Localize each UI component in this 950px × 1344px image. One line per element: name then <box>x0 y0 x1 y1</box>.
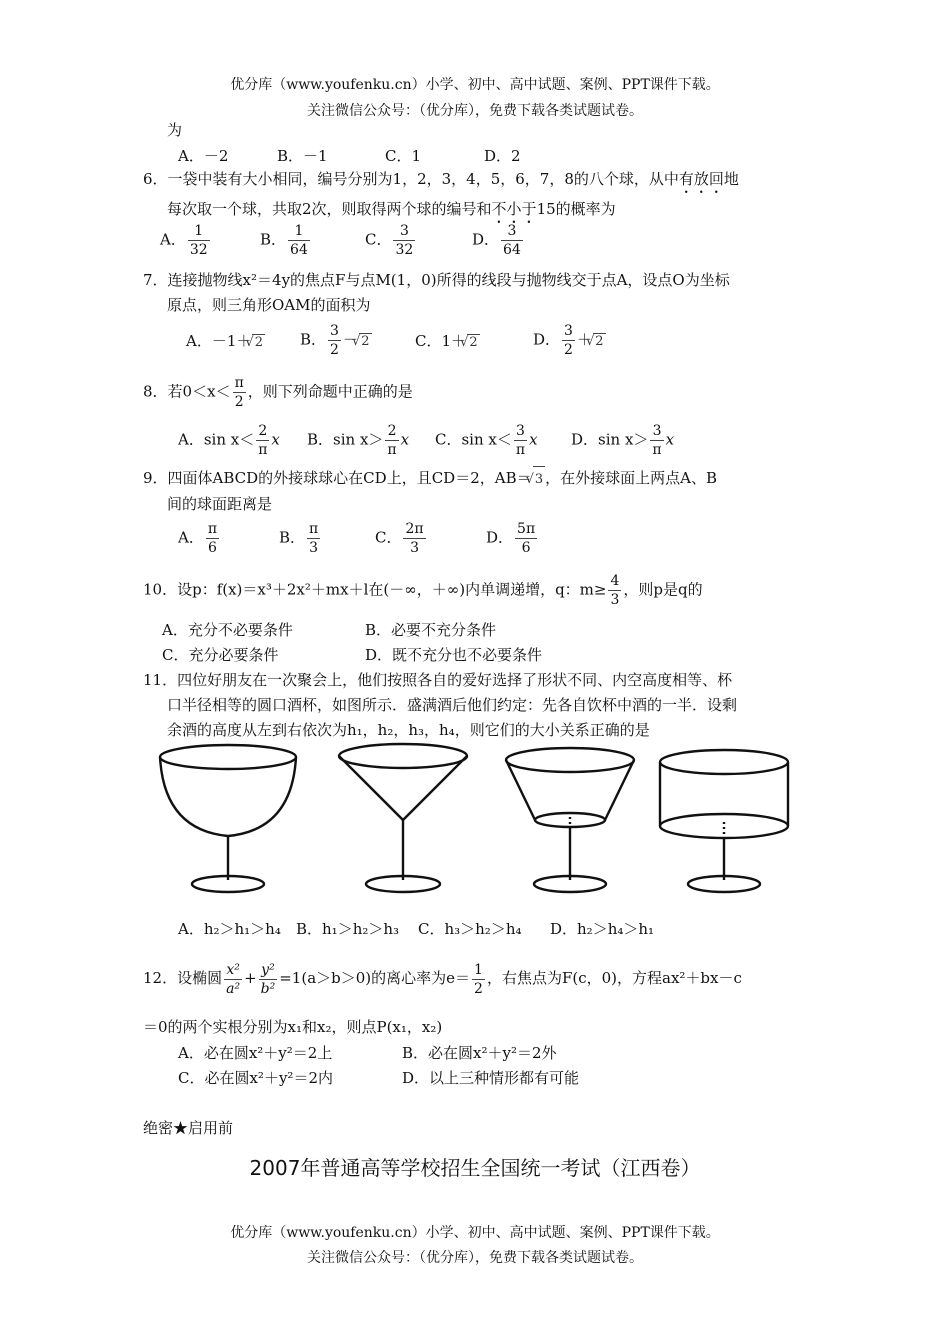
q7-number: 7． <box>143 271 168 289</box>
q8-pi: π <box>234 375 244 391</box>
secret-label: 绝密★启用前 <box>143 1119 234 1137</box>
q6-line2-a: 每次取一个球，共取2次，则取得两个球的编号和 <box>167 200 492 218</box>
q11-option-a: A．h₂＞h₁＞h₄ <box>178 920 281 938</box>
q12-eq-plus: + <box>244 969 257 987</box>
q9-line-1-a: 四面体ABCD的外接球球心在CD上，且CD＝2，AB＝ <box>167 469 532 487</box>
q11-line-3: 余酒的高度从左到右依次为h₁，h₂，h₃，h₄，则它们的大小关系正确的是 <box>167 721 650 739</box>
glass-hemisphere <box>160 745 296 892</box>
q7-option-b: B． $\frac{3}{2}$ －√ 2 <box>300 322 372 359</box>
q12-option-b: B．必在圆x²＋y²＝2外 <box>402 1044 557 1062</box>
q12-e-num: 1 <box>474 961 483 978</box>
q12-option-a: A．必在圆x²＋y²＝2上 <box>178 1044 333 1062</box>
q10-option-c: C．充分必要条件 <box>162 646 279 664</box>
question-6 <box>143 167 823 227</box>
glass-cylinder <box>660 750 788 892</box>
q5-option-b: B．－1 <box>277 147 328 165</box>
q11-number: 11． <box>143 671 178 689</box>
q8-option-a: A．sin x＜ $\frac{2}{\pi}$ x <box>178 423 280 458</box>
q10-number: 10． <box>143 580 178 599</box>
q6-text-b: 地 <box>723 170 739 188</box>
footer-line-1: 优分库（www.youfenku.cn）小学、初中、高中试题、案例、PPT课件下载。 <box>230 1225 720 1241</box>
q6-emphasis-a: 有放回 <box>678 170 724 188</box>
q12-option-d: D．以上三种情形都有可能 <box>402 1069 580 1087</box>
question-11 <box>143 668 813 743</box>
question-12 <box>143 958 843 998</box>
q9-line-1-b: ，在外接球面上两点A、B <box>545 469 718 487</box>
q9-option-d: D． $\frac{5\pi}{6}$ <box>486 521 536 556</box>
q7-line-1: 连接抛物线x²＝4y的焦点F与点M(1，0)所得的线段与抛物线交于点A，设点O为坐标 <box>167 271 730 289</box>
q12-e-den: 2 <box>474 980 483 997</box>
q9-root: √ 3 <box>533 466 546 492</box>
q12-eq-a: a² <box>226 980 241 997</box>
wine-glasses-figure <box>150 740 800 900</box>
q8-two: 2 <box>234 394 244 410</box>
footer-line-2: 关注微信公众号：（优分库），免费下载各类试题试卷。 <box>307 1250 643 1266</box>
q8-option-b: B．sin x＞ $\frac{2}{\pi}$ x <box>307 423 410 458</box>
q11-option-d: D．h₂＞h₄＞h₁ <box>550 920 655 938</box>
q5-continuation: 为 <box>167 121 183 139</box>
q6-emphasis-b: 不小于 <box>491 200 537 218</box>
q10-frac-num: 4 <box>610 573 620 589</box>
q8-option-d: D．sin x＞ $\frac{3}{\pi}$ x <box>571 423 675 458</box>
q10-text-b: ，则p是q的 <box>623 580 703 599</box>
q9-option-a: A． $\frac{\pi}{6}$ <box>178 521 218 556</box>
q11-option-b: B．h₁＞h₂＞h₃ <box>296 920 400 938</box>
q7-option-d: D． $\frac{3}{2}$ ＋√ 2 <box>533 322 606 359</box>
q10-frac-den: 3 <box>610 592 620 608</box>
q11-line-2: 口半径相等的圆口酒杯，如图所示．盛满酒后他们约定：先各自饮杯中酒的一半．设剩 <box>167 696 738 714</box>
q7-option-c: C．1＋√ 2 <box>415 330 480 351</box>
q5-option-c: C．1 <box>385 147 422 165</box>
q12-option-c: C．必在圆x²＋y²＝2内 <box>178 1069 333 1087</box>
q9-number: 9． <box>143 469 168 487</box>
exam-title: 2007年普通高等学校招生全国统一考试（江西卷） <box>249 1156 701 1180</box>
q12-text-c: ，右焦点为F(c，0)，方程ax²＋bx－c <box>486 969 742 987</box>
glass-cone <box>339 744 467 892</box>
q12-eq-b: b² <box>260 980 276 997</box>
question-10 <box>143 572 843 609</box>
q12-eq-x: x² <box>224 961 242 980</box>
q6-option-d: D． $\frac{3}{64}$ <box>472 223 521 258</box>
q9-option-c: C． $\frac{2\pi}{3}$ <box>375 521 424 556</box>
q10-text-a: 设p：f(x)＝x³＋2x²＋mx＋l在(－∞，＋∞)内单调递增，q：m≥ <box>177 580 607 599</box>
q11-option-c: C．h₃＞h₂＞h₄ <box>418 920 522 938</box>
q7-line-2: 原点，则三角形OAM的面积为 <box>167 296 371 314</box>
q8-text-b: ，则下列命题中正确的是 <box>247 382 413 401</box>
q9-line-2: 间的球面距离是 <box>167 495 273 513</box>
q6-line2-b: 15的概率为 <box>536 200 616 218</box>
q12-number: 12． <box>143 969 178 987</box>
q5-option-d: D．2 <box>484 147 521 165</box>
q9-option-b: B． $\frac{\pi}{3}$ <box>279 521 319 556</box>
q12-text-b: 的离心率为e＝ <box>371 969 471 987</box>
q10-option-d: D．既不充分也不必要条件 <box>365 646 543 664</box>
q7-option-a: A．－1＋√ 2 <box>186 330 265 351</box>
header-line-2: 关注微信公众号：（优分库），免费下载各类试题试卷。 <box>307 103 643 119</box>
q12-eq-rest: =1(a＞b＞0) <box>279 969 372 987</box>
q12-eq-y: y² <box>259 961 278 980</box>
q12-text-a: 设椭圆 <box>177 969 223 987</box>
q6-number: 6． <box>143 170 168 188</box>
q8-number: 8． <box>143 382 168 401</box>
q6-option-a: A． $\frac{1}{32}$ <box>160 223 208 258</box>
q11-line-1: 四位好朋友在一次聚会上，他们按照各自的爱好选择了形状不同、内空高度相等、杯 <box>177 671 733 689</box>
glass-truncated-cone <box>506 748 634 892</box>
q10-option-a: A．充分不必要条件 <box>162 621 293 639</box>
header-line-1: 优分库（www.youfenku.cn）小学、初中、高中试题、案例、PPT课件下载。 <box>230 77 720 93</box>
q8-option-c: C．sin x＜ $\frac{3}{\pi}$ x <box>435 423 538 458</box>
q12-line-2: ＝0的两个实根分别为x₁和x₂，则点P(x₁，x₂) <box>143 1018 443 1036</box>
question-7 <box>143 268 823 318</box>
q6-text-a: 一袋中装有大小相同，编号分别为1，2，3，4，5，6，7，8的八个球，从中 <box>167 170 679 188</box>
q8-text-a: 若0＜x＜ <box>167 382 231 401</box>
q6-option-b: B． $\frac{1}{64}$ <box>260 223 308 258</box>
q10-option-b: B．必要不充分条件 <box>365 621 497 639</box>
q6-option-c: C． $\frac{3}{32}$ <box>365 223 414 258</box>
q5-option-a: A．－2 <box>178 147 229 165</box>
question-8 <box>143 374 823 411</box>
question-9 <box>143 466 823 517</box>
